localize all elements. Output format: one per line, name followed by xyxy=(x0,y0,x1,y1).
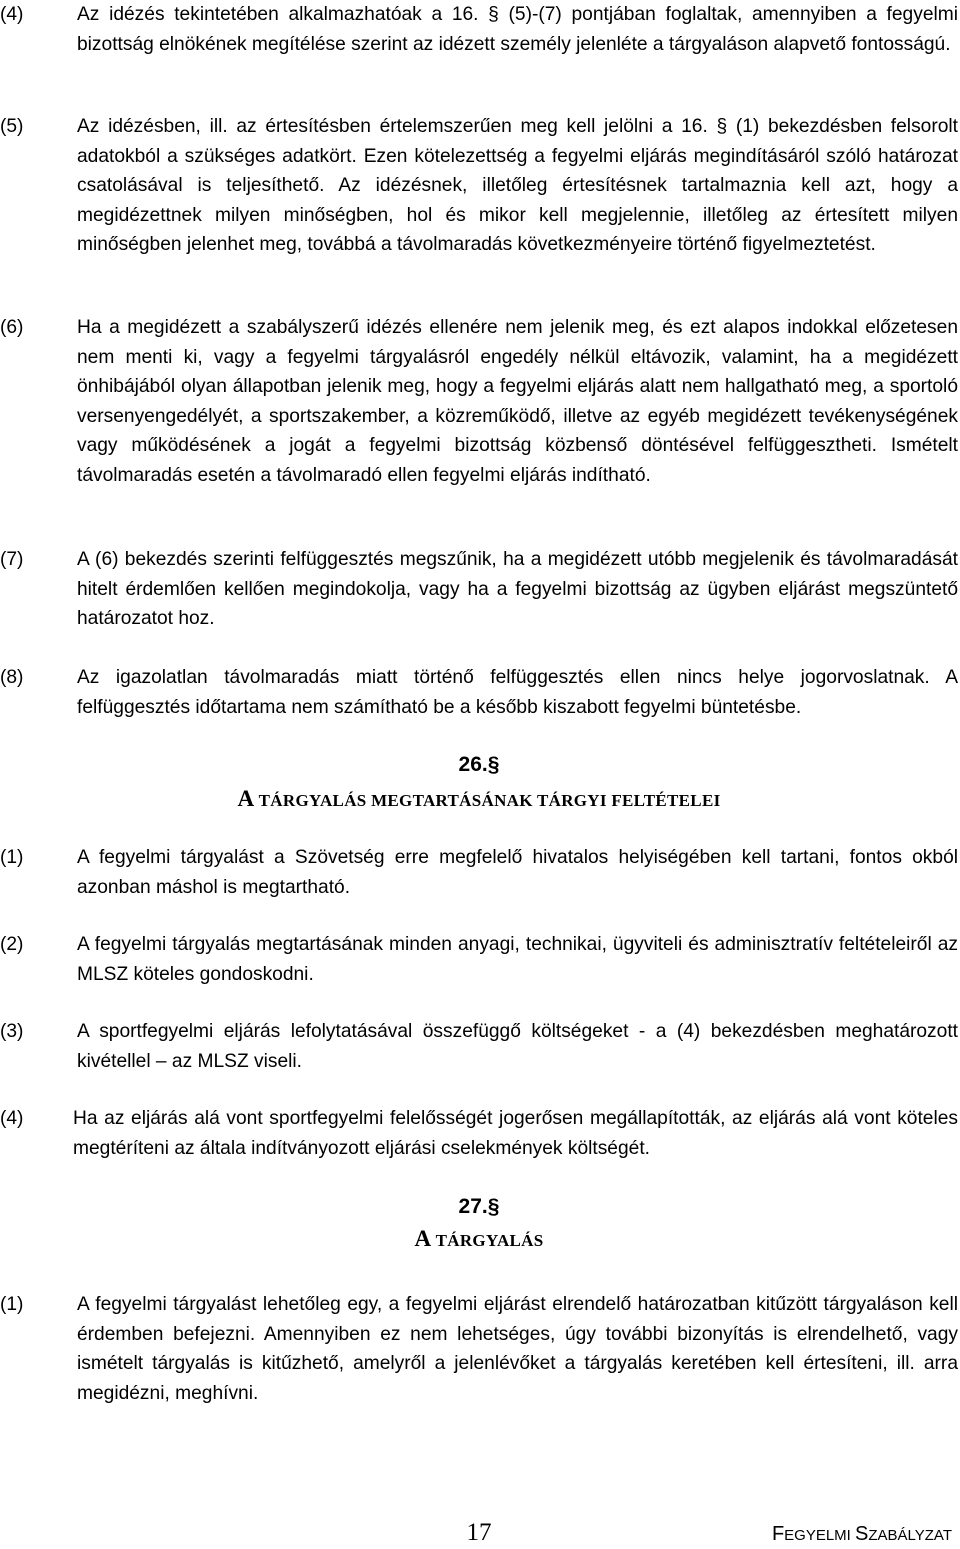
paragraph-text: Ha az eljárás alá vont sportfegyelmi felelősségét jogerősen megállapították, az eljárás alá vont köteles megtéríteni az általa indítványozott eljárási cselekmények költségét. xyxy=(73,1108,958,1159)
paragraph-number: (2) xyxy=(0,934,24,955)
paragraph-number: (4) xyxy=(0,1108,24,1129)
section-26-title xyxy=(0,786,958,814)
paragraph-number: (1) xyxy=(0,1294,24,1315)
paragraph-number: (7) xyxy=(0,549,24,570)
paragraph-number: (1) xyxy=(0,847,24,868)
section-27-number xyxy=(0,1194,958,1220)
paragraph-number: (4) xyxy=(0,4,24,25)
section-sign: § xyxy=(487,753,500,776)
section-number-text: 26. xyxy=(458,753,488,776)
section-27-title xyxy=(0,1226,958,1254)
paragraph-8 xyxy=(0,663,958,722)
paragraph-text: A fegyelmi tárgyalás megtartásának minden anyagi, technikai, ügyviteli és adminisztratív feltételeiről az MLSZ köteles gondoskodni. xyxy=(77,934,958,985)
section-26-number xyxy=(0,752,958,778)
paragraph-text: A fegyelmi tárgyalást lehetőleg egy, a fegyelmi eljárást elrendelő határozatban kitűzött tárgyaláson kell érdemben befejezni. Amennyiben ez nem lehetséges, úgy további bizonyítás is elrendelhető, vagy ismételt tárgyalás is kitűzhető, amelyről a jelenlévőket a tárgyalás keretében kell értesíteni, ill. arra megidézni, meghívni. xyxy=(77,1294,958,1404)
title-initial: A xyxy=(414,1226,432,1251)
section-sign: § xyxy=(487,1195,500,1218)
section-26-paragraph-3 xyxy=(0,1017,958,1076)
paragraph-number: (5) xyxy=(0,116,24,137)
paragraph-text: A (6) bekezdés szerinti felfüggesztés megszűnik, ha a megidézett utóbb megjelenik és távolmaradását hitelt érdemlően kellően megindokolja, vagy ha a fegyelmi bizottság az ügyben eljárást megszüntető határozatot hoz. xyxy=(77,549,958,629)
title-initial: A xyxy=(237,786,255,811)
section-26-paragraph-1 xyxy=(0,843,958,902)
paragraph-text: A sportfegyelmi eljárás lefolytatásával összefüggő költségeket - a (4) bekezdésben meghatározott kivétellel – az MLSZ viseli. xyxy=(77,1021,958,1072)
section-26-paragraph-2 xyxy=(0,930,958,989)
title-rest: TÁRGYALÁS MEGTARTÁSÁNAK TÁRGYI FELTÉTELEI xyxy=(254,791,721,810)
title-letter: F xyxy=(771,1523,785,1545)
section-26-paragraph-4 xyxy=(0,1104,958,1163)
paragraph-text: Az igazolatlan távolmaradás miatt történő felfüggesztés ellen nincs helye jogorvoslatnak. A felfüggesztés időtartama nem számítható be a később kiszabott fegyelmi büntetésbe. xyxy=(77,667,958,718)
section-27-paragraph-1 xyxy=(0,1290,958,1408)
paragraph-text: A fegyelmi tárgyalást a Szövetség erre megfelelő hivatalos helyiségében kell tartani, fontos okból azonban máshol is megtartható. xyxy=(77,847,958,898)
paragraph-number: (3) xyxy=(0,1021,24,1042)
paragraph-4 xyxy=(0,0,958,59)
footer-document-title xyxy=(772,1521,952,1549)
title-letter: S xyxy=(855,1523,869,1545)
paragraph-6 xyxy=(0,313,958,490)
paragraph-number: (6) xyxy=(0,317,24,338)
page-number: 17 xyxy=(466,1519,492,1546)
title-smallcaps: EGYELMI xyxy=(784,1527,856,1544)
section-number-text: 27. xyxy=(458,1195,488,1218)
paragraph-5 xyxy=(0,112,958,260)
title-rest: TÁRGYALÁS xyxy=(431,1231,544,1250)
paragraph-text: Az idézésben, ill. az értesítésben értelemszerűen meg kell jelölni a 16. § (1) bekezdésben felsorolt adatokból a szükséges adatkört. Ezen kötelezettség a fegyelmi eljárás megindításáról szóló határozat csatolásával is teljesíthető. Az idézésnek, illetőleg értesítésnek tartalmaznia kell azt, hogy a megidézettnek milyen minőségben, hol és mikor kell megjelennie, illetőleg az értesített milyen minőségben jelenhet meg, továbbá a távolmaradás következményeire történő figyelmeztetést. xyxy=(77,116,958,255)
title-smallcaps: ZABÁLYZAT xyxy=(868,1527,952,1544)
paragraph-number: (8) xyxy=(0,667,24,688)
paragraph-text: Ha a megidézett a szabályszerű idézés ellenére nem jelenik meg, és ezt alapos indokkal előzetesen nem menti ki, vagy a fegyelmi tárgyalásról engedély nélkül eltávozik, valamint, ha a megidézett önhibájából olyan állapotban jelenik meg, hogy a fegyelmi eljárás alatt nem hallgatható meg, a sportoló versenyengedélyét, a sportszakember, a közreműködő, illetve az egyéb megidézett tevékenységének vagy működésének a jogát a fegyelmi bizottság közbenső döntésével felfüggesztheti. Ismételt távolmaradás esetén a távolmaradó ellen fegyelmi eljárás indítható. xyxy=(77,317,958,486)
paragraph-text: Az idézés tekintetében alkalmazhatóak a 16. § (5)-(7) pontjában foglaltak, amennyiben a fegyelmi bizottság elnökének megítélése szerint az idézett személy jelenléte a tárgyaláson alapvető fontosságú. xyxy=(77,4,958,55)
paragraph-7 xyxy=(0,545,958,634)
